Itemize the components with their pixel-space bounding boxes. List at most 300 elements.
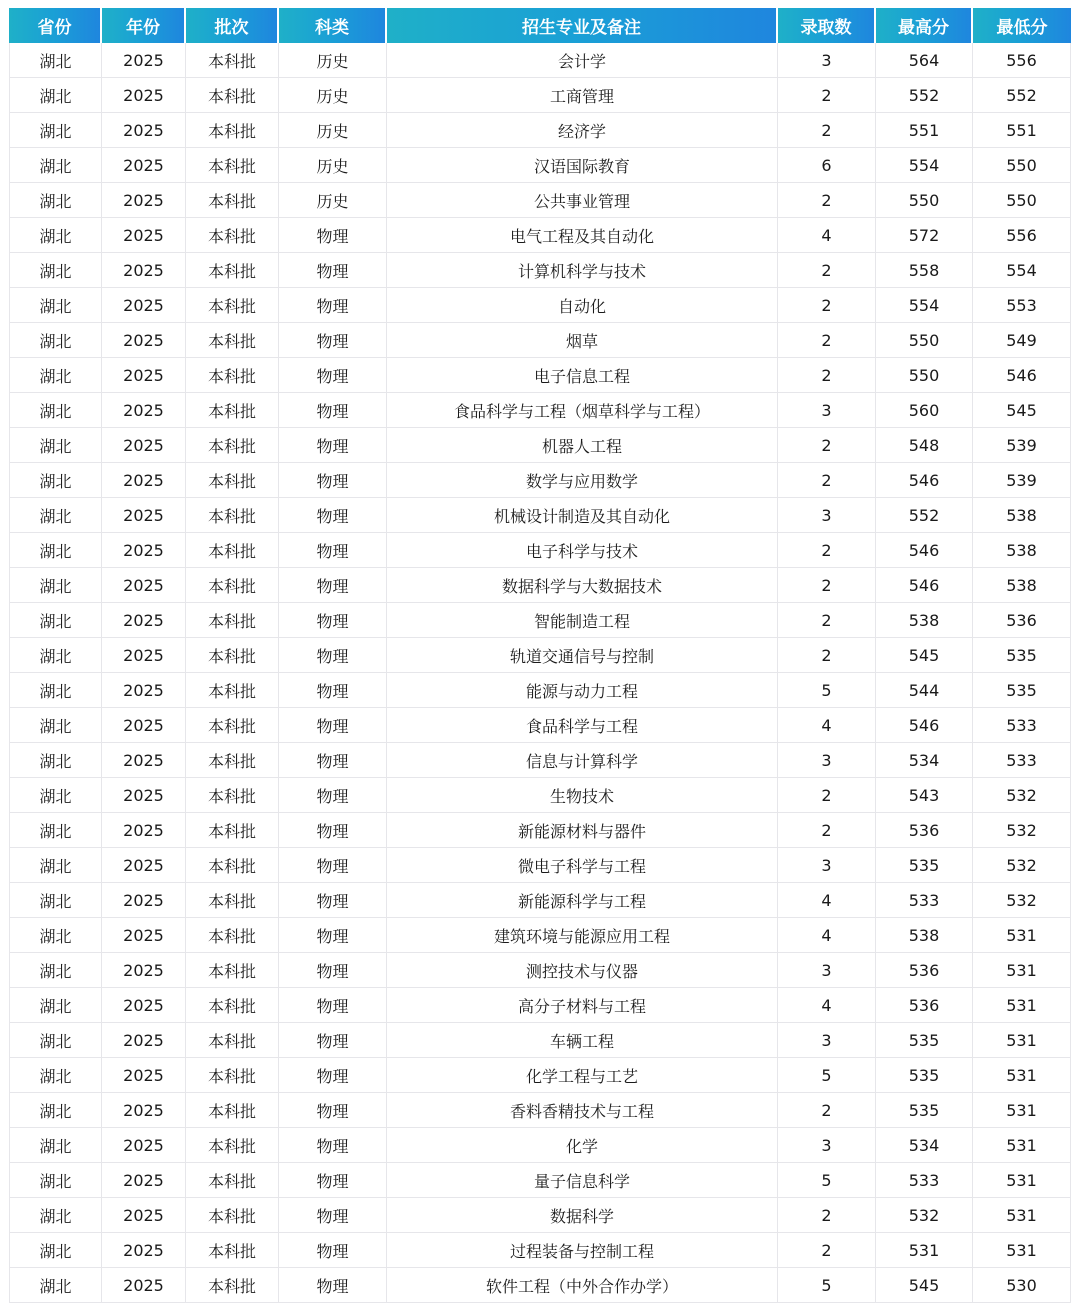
cell-admitted-count: 3 — [778, 1023, 876, 1058]
cell-admitted-count: 2 — [778, 568, 876, 603]
cell-batch: 本科批 — [186, 288, 279, 323]
cell-year: 2025 — [102, 1198, 186, 1233]
cell-year: 2025 — [102, 1233, 186, 1268]
cell-lowest-score: 538 — [973, 498, 1071, 533]
cell-year: 2025 — [102, 918, 186, 953]
cell-year: 2025 — [102, 1023, 186, 1058]
cell-lowest-score: 532 — [973, 813, 1071, 848]
cell-highest-score: 535 — [876, 1023, 973, 1058]
cell-lowest-score: 531 — [973, 1233, 1071, 1268]
cell-lowest-score: 531 — [973, 1128, 1071, 1163]
cell-batch: 本科批 — [186, 358, 279, 393]
cell-admitted-count: 3 — [778, 953, 876, 988]
cell-admitted-count: 2 — [778, 533, 876, 568]
cell-province: 湖北 — [9, 603, 102, 638]
table-row — [9, 78, 1071, 113]
cell-subject-category: 物理 — [279, 1198, 387, 1233]
cell-province: 湖北 — [9, 1233, 102, 1268]
cell-subject-category: 物理 — [279, 498, 387, 533]
cell-highest-score: 551 — [876, 113, 973, 148]
cell-province: 湖北 — [9, 1128, 102, 1163]
cell-province: 湖北 — [9, 183, 102, 218]
cell-province: 湖北 — [9, 1058, 102, 1093]
cell-year: 2025 — [102, 43, 186, 78]
cell-highest-score: 558 — [876, 253, 973, 288]
cell-admitted-count: 2 — [778, 603, 876, 638]
cell-subject-category: 物理 — [279, 323, 387, 358]
table-row — [9, 533, 1071, 568]
cell-year: 2025 — [102, 1163, 186, 1198]
cell-admitted-count: 2 — [778, 1093, 876, 1128]
cell-major: 新能源科学与工程 — [387, 883, 778, 918]
cell-major: 香料香精技术与工程 — [387, 1093, 778, 1128]
table-row — [9, 323, 1071, 358]
cell-major: 电气工程及其自动化 — [387, 218, 778, 253]
table-row — [9, 1058, 1071, 1093]
table-row — [9, 288, 1071, 323]
cell-lowest-score: 552 — [973, 78, 1071, 113]
cell-highest-score: 548 — [876, 428, 973, 463]
cell-year: 2025 — [102, 568, 186, 603]
cell-year: 2025 — [102, 393, 186, 428]
cell-batch: 本科批 — [186, 428, 279, 463]
cell-subject-category: 物理 — [279, 358, 387, 393]
cell-highest-score: 552 — [876, 498, 973, 533]
cell-major: 工商管理 — [387, 78, 778, 113]
cell-major: 化学工程与工艺 — [387, 1058, 778, 1093]
cell-admitted-count: 5 — [778, 673, 876, 708]
cell-batch: 本科批 — [186, 1163, 279, 1198]
cell-admitted-count: 2 — [778, 323, 876, 358]
table-row — [9, 113, 1071, 148]
cell-subject-category: 物理 — [279, 988, 387, 1023]
cell-province: 湖北 — [9, 288, 102, 323]
cell-year: 2025 — [102, 988, 186, 1023]
cell-highest-score: 532 — [876, 1198, 973, 1233]
cell-highest-score: 552 — [876, 78, 973, 113]
cell-major: 数学与应用数学 — [387, 463, 778, 498]
cell-admitted-count: 2 — [778, 813, 876, 848]
cell-major: 公共事业管理 — [387, 183, 778, 218]
cell-batch: 本科批 — [186, 1198, 279, 1233]
cell-lowest-score: 530 — [973, 1268, 1071, 1303]
cell-lowest-score: 531 — [973, 1198, 1071, 1233]
cell-subject-category: 物理 — [279, 533, 387, 568]
cell-subject-category: 物理 — [279, 463, 387, 498]
cell-admitted-count: 2 — [778, 1233, 876, 1268]
cell-admitted-count: 2 — [778, 358, 876, 393]
cell-batch: 本科批 — [186, 253, 279, 288]
cell-highest-score: 534 — [876, 743, 973, 778]
cell-subject-category: 历史 — [279, 183, 387, 218]
cell-province: 湖北 — [9, 43, 102, 78]
cell-subject-category: 物理 — [279, 708, 387, 743]
cell-year: 2025 — [102, 113, 186, 148]
cell-subject-category: 物理 — [279, 1233, 387, 1268]
cell-year: 2025 — [102, 1128, 186, 1163]
cell-batch: 本科批 — [186, 463, 279, 498]
cell-batch: 本科批 — [186, 568, 279, 603]
cell-subject-category: 历史 — [279, 148, 387, 183]
cell-province: 湖北 — [9, 323, 102, 358]
cell-year: 2025 — [102, 148, 186, 183]
header-year: 年份 — [102, 8, 186, 43]
cell-admitted-count: 2 — [778, 778, 876, 813]
table-row — [9, 918, 1071, 953]
cell-lowest-score: 535 — [973, 638, 1071, 673]
cell-major: 经济学 — [387, 113, 778, 148]
cell-major: 软件工程（中外合作办学） — [387, 1268, 778, 1303]
cell-highest-score: 536 — [876, 953, 973, 988]
cell-lowest-score: 531 — [973, 918, 1071, 953]
cell-batch: 本科批 — [186, 603, 279, 638]
cell-batch: 本科批 — [186, 708, 279, 743]
cell-year: 2025 — [102, 183, 186, 218]
cell-batch: 本科批 — [186, 778, 279, 813]
cell-major: 建筑环境与能源应用工程 — [387, 918, 778, 953]
table-row — [9, 43, 1071, 78]
cell-admitted-count: 2 — [778, 428, 876, 463]
cell-major: 数据科学与大数据技术 — [387, 568, 778, 603]
cell-batch: 本科批 — [186, 1233, 279, 1268]
cell-year: 2025 — [102, 603, 186, 638]
cell-lowest-score: 553 — [973, 288, 1071, 323]
cell-province: 湖北 — [9, 253, 102, 288]
table-row — [9, 848, 1071, 883]
cell-admitted-count: 2 — [778, 253, 876, 288]
cell-batch: 本科批 — [186, 953, 279, 988]
cell-year: 2025 — [102, 1093, 186, 1128]
cell-highest-score: 545 — [876, 1268, 973, 1303]
table-row — [9, 1023, 1071, 1058]
cell-lowest-score: 556 — [973, 43, 1071, 78]
cell-major: 电子信息工程 — [387, 358, 778, 393]
cell-highest-score: 554 — [876, 288, 973, 323]
cell-admitted-count: 3 — [778, 1128, 876, 1163]
cell-lowest-score: 556 — [973, 218, 1071, 253]
cell-highest-score: 550 — [876, 183, 973, 218]
cell-year: 2025 — [102, 638, 186, 673]
cell-batch: 本科批 — [186, 78, 279, 113]
cell-province: 湖北 — [9, 673, 102, 708]
table-row — [9, 883, 1071, 918]
table-row — [9, 673, 1071, 708]
cell-lowest-score: 531 — [973, 1093, 1071, 1128]
cell-admitted-count: 3 — [778, 743, 876, 778]
cell-highest-score: 546 — [876, 708, 973, 743]
cell-batch: 本科批 — [186, 813, 279, 848]
cell-admitted-count: 2 — [778, 638, 876, 673]
header-province: 省份 — [9, 8, 102, 43]
cell-lowest-score: 531 — [973, 1058, 1071, 1093]
table-row — [9, 148, 1071, 183]
cell-lowest-score: 531 — [973, 1163, 1071, 1198]
cell-batch: 本科批 — [186, 323, 279, 358]
cell-province: 湖北 — [9, 988, 102, 1023]
cell-batch: 本科批 — [186, 1268, 279, 1303]
cell-lowest-score: 535 — [973, 673, 1071, 708]
cell-subject-category: 物理 — [279, 1128, 387, 1163]
cell-lowest-score: 531 — [973, 1023, 1071, 1058]
table-row — [9, 568, 1071, 603]
cell-admitted-count: 3 — [778, 43, 876, 78]
cell-province: 湖北 — [9, 1093, 102, 1128]
cell-lowest-score: 538 — [973, 568, 1071, 603]
cell-highest-score: 538 — [876, 603, 973, 638]
cell-highest-score: 572 — [876, 218, 973, 253]
cell-province: 湖北 — [9, 358, 102, 393]
cell-year: 2025 — [102, 428, 186, 463]
table-row — [9, 498, 1071, 533]
table-row — [9, 463, 1071, 498]
cell-highest-score: 554 — [876, 148, 973, 183]
cell-major: 数据科学 — [387, 1198, 778, 1233]
cell-batch: 本科批 — [186, 218, 279, 253]
cell-subject-category: 物理 — [279, 918, 387, 953]
table-row — [9, 778, 1071, 813]
cell-year: 2025 — [102, 883, 186, 918]
table-row — [9, 638, 1071, 673]
cell-highest-score: 546 — [876, 568, 973, 603]
cell-year: 2025 — [102, 533, 186, 568]
cell-subject-category: 物理 — [279, 638, 387, 673]
cell-admitted-count: 2 — [778, 183, 876, 218]
cell-subject-category: 物理 — [279, 428, 387, 463]
cell-major: 车辆工程 — [387, 1023, 778, 1058]
cell-admitted-count: 2 — [778, 113, 876, 148]
table-body — [9, 43, 1071, 1303]
cell-admitted-count: 5 — [778, 1163, 876, 1198]
cell-major: 化学 — [387, 1128, 778, 1163]
header-lowest-score: 最低分 — [973, 8, 1071, 43]
cell-subject-category: 物理 — [279, 1058, 387, 1093]
cell-major: 计算机科学与技术 — [387, 253, 778, 288]
cell-major: 汉语国际教育 — [387, 148, 778, 183]
cell-major: 测控技术与仪器 — [387, 953, 778, 988]
cell-admitted-count: 2 — [778, 463, 876, 498]
cell-highest-score: 546 — [876, 533, 973, 568]
cell-admitted-count: 4 — [778, 708, 876, 743]
table-row — [9, 253, 1071, 288]
header-highest-score: 最高分 — [876, 8, 973, 43]
cell-highest-score: 543 — [876, 778, 973, 813]
cell-major: 过程装备与控制工程 — [387, 1233, 778, 1268]
cell-highest-score: 544 — [876, 673, 973, 708]
cell-lowest-score: 532 — [973, 883, 1071, 918]
cell-highest-score: 564 — [876, 43, 973, 78]
cell-subject-category: 物理 — [279, 1093, 387, 1128]
cell-province: 湖北 — [9, 1163, 102, 1198]
cell-province: 湖北 — [9, 1198, 102, 1233]
cell-highest-score: 535 — [876, 1093, 973, 1128]
table-row — [9, 428, 1071, 463]
cell-batch: 本科批 — [186, 148, 279, 183]
cell-admitted-count: 3 — [778, 393, 876, 428]
cell-lowest-score: 551 — [973, 113, 1071, 148]
cell-lowest-score: 531 — [973, 953, 1071, 988]
cell-subject-category: 物理 — [279, 1023, 387, 1058]
cell-major: 电子科学与技术 — [387, 533, 778, 568]
cell-batch: 本科批 — [186, 743, 279, 778]
cell-batch: 本科批 — [186, 848, 279, 883]
cell-province: 湖北 — [9, 813, 102, 848]
cell-batch: 本科批 — [186, 113, 279, 148]
table-row — [9, 358, 1071, 393]
cell-major: 智能制造工程 — [387, 603, 778, 638]
table-row — [9, 1093, 1071, 1128]
cell-major: 量子信息科学 — [387, 1163, 778, 1198]
cell-lowest-score: 539 — [973, 463, 1071, 498]
table-row — [9, 813, 1071, 848]
cell-lowest-score: 546 — [973, 358, 1071, 393]
cell-highest-score: 536 — [876, 813, 973, 848]
cell-province: 湖北 — [9, 1023, 102, 1058]
table-row — [9, 1163, 1071, 1198]
cell-highest-score: 533 — [876, 1163, 973, 1198]
cell-province: 湖北 — [9, 78, 102, 113]
cell-admitted-count: 2 — [778, 1198, 876, 1233]
cell-subject-category: 历史 — [279, 78, 387, 113]
cell-admitted-count: 5 — [778, 1268, 876, 1303]
cell-highest-score: 550 — [876, 358, 973, 393]
cell-subject-category: 物理 — [279, 1268, 387, 1303]
cell-lowest-score: 532 — [973, 848, 1071, 883]
table-row — [9, 1128, 1071, 1163]
cell-province: 湖北 — [9, 498, 102, 533]
cell-province: 湖北 — [9, 883, 102, 918]
cell-major: 高分子材料与工程 — [387, 988, 778, 1023]
header-admitted-count: 录取数 — [778, 8, 876, 43]
cell-province: 湖北 — [9, 218, 102, 253]
cell-year: 2025 — [102, 953, 186, 988]
cell-province: 湖北 — [9, 918, 102, 953]
cell-province: 湖北 — [9, 428, 102, 463]
admission-scores-table — [9, 8, 1071, 1303]
cell-admitted-count: 2 — [778, 78, 876, 113]
cell-highest-score: 531 — [876, 1233, 973, 1268]
cell-year: 2025 — [102, 1268, 186, 1303]
cell-subject-category: 物理 — [279, 253, 387, 288]
cell-subject-category: 物理 — [279, 393, 387, 428]
cell-batch: 本科批 — [186, 988, 279, 1023]
cell-year: 2025 — [102, 323, 186, 358]
cell-batch: 本科批 — [186, 43, 279, 78]
cell-year: 2025 — [102, 743, 186, 778]
cell-year: 2025 — [102, 778, 186, 813]
cell-lowest-score: 545 — [973, 393, 1071, 428]
cell-subject-category: 历史 — [279, 113, 387, 148]
cell-subject-category: 历史 — [279, 43, 387, 78]
table-row — [9, 1268, 1071, 1303]
table-row — [9, 953, 1071, 988]
cell-year: 2025 — [102, 253, 186, 288]
cell-subject-category: 物理 — [279, 1163, 387, 1198]
cell-lowest-score: 538 — [973, 533, 1071, 568]
cell-lowest-score: 536 — [973, 603, 1071, 638]
cell-major: 生物技术 — [387, 778, 778, 813]
cell-province: 湖北 — [9, 848, 102, 883]
cell-highest-score: 550 — [876, 323, 973, 358]
table-row — [9, 743, 1071, 778]
cell-batch: 本科批 — [186, 1093, 279, 1128]
table-row — [9, 708, 1071, 743]
cell-province: 湖北 — [9, 953, 102, 988]
cell-province: 湖北 — [9, 568, 102, 603]
cell-major: 能源与动力工程 — [387, 673, 778, 708]
cell-batch: 本科批 — [186, 498, 279, 533]
cell-batch: 本科批 — [186, 638, 279, 673]
cell-province: 湖北 — [9, 148, 102, 183]
cell-batch: 本科批 — [186, 1058, 279, 1093]
cell-year: 2025 — [102, 813, 186, 848]
cell-lowest-score: 539 — [973, 428, 1071, 463]
cell-admitted-count: 3 — [778, 848, 876, 883]
cell-lowest-score: 533 — [973, 743, 1071, 778]
header-subject-category: 科类 — [279, 8, 387, 43]
cell-lowest-score: 533 — [973, 708, 1071, 743]
cell-year: 2025 — [102, 358, 186, 393]
cell-admitted-count: 4 — [778, 883, 876, 918]
cell-admitted-count: 4 — [778, 988, 876, 1023]
table-row — [9, 988, 1071, 1023]
cell-subject-category: 物理 — [279, 288, 387, 323]
cell-major: 会计学 — [387, 43, 778, 78]
cell-admitted-count: 6 — [778, 148, 876, 183]
cell-highest-score: 545 — [876, 638, 973, 673]
cell-year: 2025 — [102, 708, 186, 743]
cell-subject-category: 物理 — [279, 813, 387, 848]
cell-subject-category: 物理 — [279, 953, 387, 988]
cell-province: 湖北 — [9, 463, 102, 498]
cell-province: 湖北 — [9, 778, 102, 813]
cell-province: 湖北 — [9, 533, 102, 568]
cell-lowest-score: 532 — [973, 778, 1071, 813]
cell-subject-category: 物理 — [279, 883, 387, 918]
cell-major: 微电子科学与工程 — [387, 848, 778, 883]
cell-year: 2025 — [102, 498, 186, 533]
cell-lowest-score: 550 — [973, 183, 1071, 218]
cell-major: 机械设计制造及其自动化 — [387, 498, 778, 533]
cell-year: 2025 — [102, 1058, 186, 1093]
cell-highest-score: 538 — [876, 918, 973, 953]
cell-batch: 本科批 — [186, 183, 279, 218]
cell-province: 湖北 — [9, 743, 102, 778]
cell-batch: 本科批 — [186, 673, 279, 708]
cell-year: 2025 — [102, 463, 186, 498]
table-row — [9, 218, 1071, 253]
cell-lowest-score: 554 — [973, 253, 1071, 288]
cell-major: 烟草 — [387, 323, 778, 358]
header-batch: 批次 — [186, 8, 279, 43]
cell-province: 湖北 — [9, 708, 102, 743]
cell-batch: 本科批 — [186, 1128, 279, 1163]
cell-province: 湖北 — [9, 393, 102, 428]
cell-admitted-count: 4 — [778, 918, 876, 953]
cell-highest-score: 535 — [876, 848, 973, 883]
cell-highest-score: 546 — [876, 463, 973, 498]
cell-year: 2025 — [102, 218, 186, 253]
cell-year: 2025 — [102, 673, 186, 708]
cell-province: 湖北 — [9, 638, 102, 673]
cell-admitted-count: 2 — [778, 288, 876, 323]
cell-highest-score: 536 — [876, 988, 973, 1023]
table-row — [9, 393, 1071, 428]
cell-province: 湖北 — [9, 113, 102, 148]
table-row — [9, 603, 1071, 638]
cell-major: 食品科学与工程 — [387, 708, 778, 743]
cell-lowest-score: 531 — [973, 988, 1071, 1023]
cell-province: 湖北 — [9, 1268, 102, 1303]
